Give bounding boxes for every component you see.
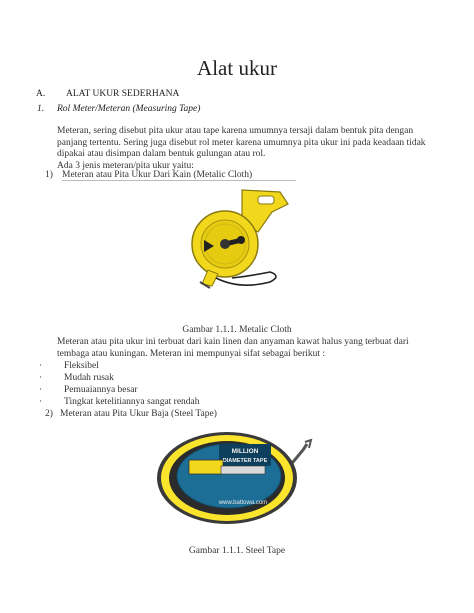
bullet: · (39, 361, 43, 371)
figure-caption: Gambar 1.1.1. Steel Tape (188, 546, 286, 556)
description-line: Meteran atau pita ukur ini terbuat dari kain linen dan anyaman kawat halus yang terbuat dari (57, 337, 409, 347)
metalic-cloth-tape-image (180, 182, 295, 297)
heading-underline (62, 180, 296, 181)
steel-tape-url: www.battowa.com (218, 500, 268, 506)
bullet: · (39, 373, 43, 383)
intro-line: dipakai atau disimpan dalam bentuk gulungan atau rol. (57, 149, 266, 160)
figure-caption: Gambar 1.1.1. Metalic Cloth (182, 325, 292, 335)
steel-tape-image (155, 420, 320, 528)
list-item-number: 2) (45, 409, 53, 419)
bullet: · (39, 385, 43, 395)
steel-tape-brand-top: MILLION (231, 448, 259, 455)
list-item-number: 1) (45, 170, 53, 180)
intro-paragraph (57, 126, 426, 172)
property-item: Fleksibel (64, 361, 99, 371)
list-item-label: Meteran atau Pita Ukur Dari Kain (Metalic Cloth) (62, 170, 253, 180)
section-heading: ALAT UKUR SEDERHANA (66, 89, 180, 99)
description-line: tembaga atau kuningan. Meteran ini mempunyai sifat sebagai berikut : (57, 348, 326, 359)
subsection-number: 1. (37, 104, 45, 114)
subsection-heading: Rol Meter/Meteran (Measuring Tape) (57, 104, 201, 114)
steel-tape-brand-middle: DIAMETER TAPE (222, 458, 268, 464)
property-item: Tingkat ketelitiannya sangat rendah (64, 397, 200, 407)
property-item: Pemuaiannya besar (64, 385, 138, 395)
cloth-description (57, 337, 419, 360)
bullet: · (39, 397, 43, 407)
intro-line: Ada 3 jenis meteran/pita ukur yaitu: (57, 160, 194, 171)
page-title: Alat ukur (197, 56, 277, 80)
list-item-label: Meteran atau Pita Ukur Baja (Steel Tape) (60, 409, 217, 419)
section-number: A. (36, 89, 46, 99)
property-item: Mudah rusak (64, 373, 114, 383)
intro-line: panjang tertentu. Sering juga disebut rol meter karena umumnya pita ukur ini pada keadaan tidak (57, 137, 426, 148)
intro-line: Meteran, sering disebut pita ukur atau tape karena umumnya tersaji dalam bentuk pita dengan (57, 126, 414, 136)
